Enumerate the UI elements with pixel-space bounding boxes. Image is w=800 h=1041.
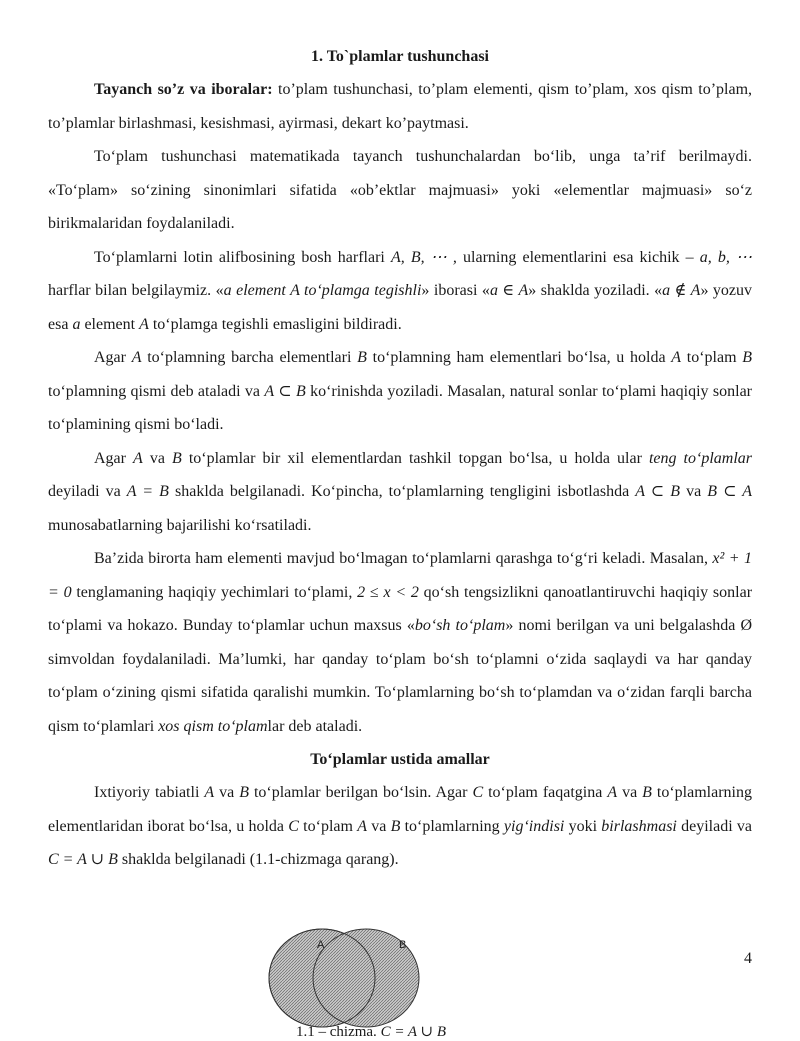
text: va [214, 784, 240, 801]
math: B [642, 784, 652, 801]
text: Ba’zida birorta ham elementi mavjud bo‘lmagan to‘plamlarni qarashga to‘g‘ri keladi. Masalan, [94, 550, 713, 567]
text: shaklda belgilanadi (1.1-chizmaga qarang). [117, 851, 399, 868]
math: A ⊂ B [264, 382, 306, 400]
text: to‘plamlarning [400, 817, 504, 835]
math: A [607, 784, 618, 801]
text: harflar bilan belgilaymiz. « [48, 282, 224, 299]
math: a [223, 282, 232, 299]
text: to‘plamlar bir xil elementlardan tashkil topgan bo‘lsa, u holda ular [181, 449, 649, 467]
math: a ∈ A [489, 282, 529, 299]
term: yig‘indisi [503, 817, 565, 835]
text: to‘plamlarning elementlaridan iborat bo‘lsa, u holda [48, 784, 752, 835]
caption-math: C = A ∪ B [380, 1024, 447, 1040]
text: tenglamaning haqiqiy yechimlari to‘plami, [71, 583, 358, 601]
text: yoki [564, 817, 602, 835]
text: va [617, 784, 643, 801]
key-terms-lead: Tayanch so’z va iboralar: [94, 81, 273, 98]
caption-text: 1.1 – chizma. [296, 1024, 381, 1040]
paragraph-notation [48, 241, 752, 342]
key-terms-paragraph [48, 73, 752, 140]
text: va [366, 817, 391, 835]
paragraph-equal-sets [48, 442, 752, 543]
math: B [239, 784, 249, 801]
paragraph-empty-set [48, 542, 752, 743]
term: teng to‘plamlar [648, 449, 753, 467]
text: Agar [94, 349, 132, 366]
text: munosabatlarning bajarilishi ko‘rsatiladi. [48, 516, 312, 534]
math: x² + 1 = 0 [48, 550, 752, 601]
math: A [204, 784, 215, 801]
text: shaklda belgilanadi. Ko‘pincha, to‘plamlarning tengligini isbotlashda [168, 483, 636, 500]
math: B [390, 817, 401, 835]
term: birlashmasi [601, 817, 677, 835]
text: qo‘sh tengsizlikni qanoatlantiruvchi haqiqiy sonlar to‘plami va hokazo. Bunday to‘plamlar uchun maxsus « [48, 583, 753, 634]
math: B [172, 449, 182, 467]
text: » iborasi « [421, 282, 490, 299]
text: To‘plamlarni lotin alifbosining bosh harflari [94, 248, 391, 266]
math: A [131, 349, 142, 366]
set-b-label: B [399, 939, 407, 951]
set-a-label: A [317, 939, 325, 951]
paragraph-subset [48, 341, 752, 442]
text: to‘plam faqatgina [483, 784, 608, 801]
text: to‘plam [298, 817, 358, 835]
math: a, b, ⋯ [699, 248, 753, 266]
text: Agar [94, 449, 134, 467]
math: A [290, 282, 300, 299]
document-page [48, 40, 752, 877]
text: ko‘rinishda yoziladi. Masalan, natural sonlar to‘plami haqiqiy sonlar to‘plamining qismi bo‘ladi. [48, 382, 752, 433]
term: xos qism to‘plam [158, 717, 268, 735]
paragraph-union [48, 776, 752, 877]
math: A [357, 817, 367, 835]
text: to‘plamning qismi deb ataladi va [48, 382, 265, 400]
math: A, B, ⋯ , [390, 248, 457, 266]
text: element [80, 315, 140, 333]
text: lar deb ataladi. [267, 717, 363, 735]
key-terms-text: to’plam tushunchasi, to’plam elementi, qism to’plam, xos qism to’plam, to’plamlar birlashmasi, kesishmasi, ayirmasi, dekart ko’paytmasi. [48, 81, 753, 132]
term: bo‘sh to‘plam [414, 617, 506, 634]
text: to‘plamlar berilgan bo‘lsin. Agar [248, 784, 473, 801]
empty-set-symbol: Ø [740, 617, 752, 634]
text: to‘plamning ham elementlari bo‘lsa, u holda [366, 349, 672, 366]
text: ularning elementlarini esa kichik – [456, 248, 700, 266]
math: 2 ≤ x < 2 [357, 583, 419, 601]
math: A = B [126, 483, 169, 500]
page-number: 4 [744, 950, 752, 967]
section-heading: To‘plamlar ustida amallar [310, 751, 490, 768]
text: » yozuv esa [48, 282, 753, 333]
text: » nomi berilgan va uni belgalashda [505, 617, 741, 634]
figure-caption [296, 1022, 446, 1041]
math: B [357, 349, 367, 366]
text: to‘plamga tegishli emasligini bildiradi. [148, 315, 402, 333]
text: to‘plam [681, 349, 743, 366]
math: A [133, 449, 143, 467]
math: A [139, 315, 149, 333]
text: deyiladi va [676, 817, 753, 835]
math: A ⊂ B [635, 483, 681, 500]
text: simvoldan foydalaniladi. Ma’lumki, har qanday to‘plam bo‘sh to‘plamni o‘zida saqlaydi va har qanday to‘plam o‘zining qismi sifatida qaralishi mumkin. To‘plamlarning bo‘sh to‘plamdan va o‘zidan farqli barcha qism to‘plamlari [48, 650, 752, 735]
paragraph-definition: To‘plam tushunchasi matematikada tayanch tushunchalardan bo‘lib, unga ta’rif berilmaydi. «To‘plam» so‘zining sinonimlari sifatida «ob’ektlar majmuasi» yoki «elementlar majmuasi» so‘z birikmalaridan foydalaniladi. [48, 148, 752, 232]
math: B [742, 349, 753, 366]
math: C = A ∪ B [48, 851, 118, 868]
text: va [142, 449, 173, 467]
math: a [72, 315, 81, 333]
document-title: 1. To`plamlar tushunchasi [311, 48, 489, 65]
venn-diagram [264, 924, 424, 1034]
math: A [671, 349, 682, 366]
text: to‘plamning barcha elementlari [141, 349, 358, 366]
math: a ∉ A [662, 282, 701, 299]
text: va [680, 483, 708, 500]
math: C [288, 817, 299, 835]
math: B ⊂ A [707, 483, 753, 500]
text: to‘plamga tegishli [299, 282, 422, 299]
text: » shaklda yoziladi. « [528, 282, 663, 299]
text: element [231, 282, 291, 299]
text: deyiladi va [48, 483, 127, 500]
math: C [472, 784, 484, 801]
text: Ixtiyoriy tabiatli [94, 784, 205, 801]
